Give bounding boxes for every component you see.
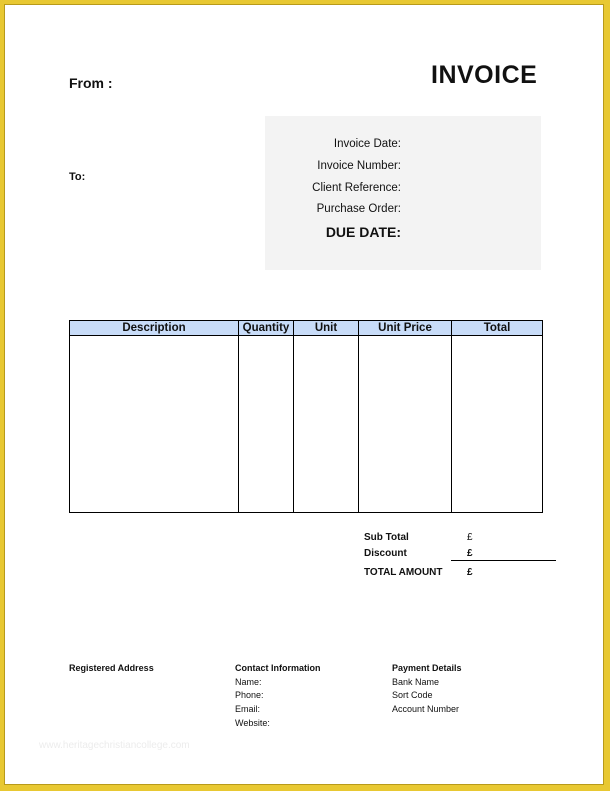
sort-code-label: Sort Code (392, 690, 433, 700)
invoice-date-label: Invoice Date: (333, 138, 401, 150)
description-cell[interactable] (70, 336, 239, 513)
unit-cell[interactable] (294, 336, 359, 513)
invoice-page (4, 4, 604, 785)
from-label: From : (69, 75, 113, 91)
contact-website-label: Website: (235, 718, 270, 728)
purchase-order-label: Purchase Order: (316, 203, 401, 215)
total-amount-label: TOTAL AMOUNT (364, 567, 443, 578)
subtotal-value: £ (467, 532, 473, 543)
bank-name-label: Bank Name (392, 677, 440, 687)
to-label: To: (69, 171, 86, 183)
column-header-unit: Unit (294, 321, 359, 336)
total-cell[interactable] (452, 336, 543, 513)
registered-address-heading: Registered Address (69, 663, 154, 673)
payment-details-heading: Payment Details (392, 663, 462, 673)
due-date-label: DUE DATE: (325, 224, 401, 240)
line-items-table (69, 320, 543, 513)
contact-information-heading: Contact Information (235, 663, 321, 673)
quantity-cell[interactable] (239, 336, 294, 513)
table-header-row (70, 321, 543, 336)
totals-divider (451, 560, 556, 561)
invoice-meta-box (265, 116, 541, 270)
client-reference-label: Client Reference: (312, 182, 401, 194)
column-header-description: Description (70, 321, 239, 336)
total-amount-value: £ (467, 567, 473, 578)
contact-name-label: Name: (235, 677, 262, 687)
subtotal-label: Sub Total (364, 532, 409, 543)
table-row (70, 336, 543, 513)
discount-label: Discount (364, 548, 407, 559)
contact-email-label: Email: (235, 704, 261, 714)
invoice-number-label: Invoice Number: (317, 160, 401, 172)
discount-value: £ (467, 548, 473, 559)
watermark: www.heritagechristiancollege.com (39, 740, 190, 751)
column-header-quantity: Quantity (239, 321, 294, 336)
column-header-total: Total (452, 321, 543, 336)
contact-phone-label: Phone: (235, 690, 264, 700)
unit-price-cell[interactable] (359, 336, 452, 513)
account-number-label: Account Number (392, 704, 460, 714)
column-header-unit-price: Unit Price (359, 321, 452, 336)
invoice-title: INVOICE (431, 61, 538, 89)
